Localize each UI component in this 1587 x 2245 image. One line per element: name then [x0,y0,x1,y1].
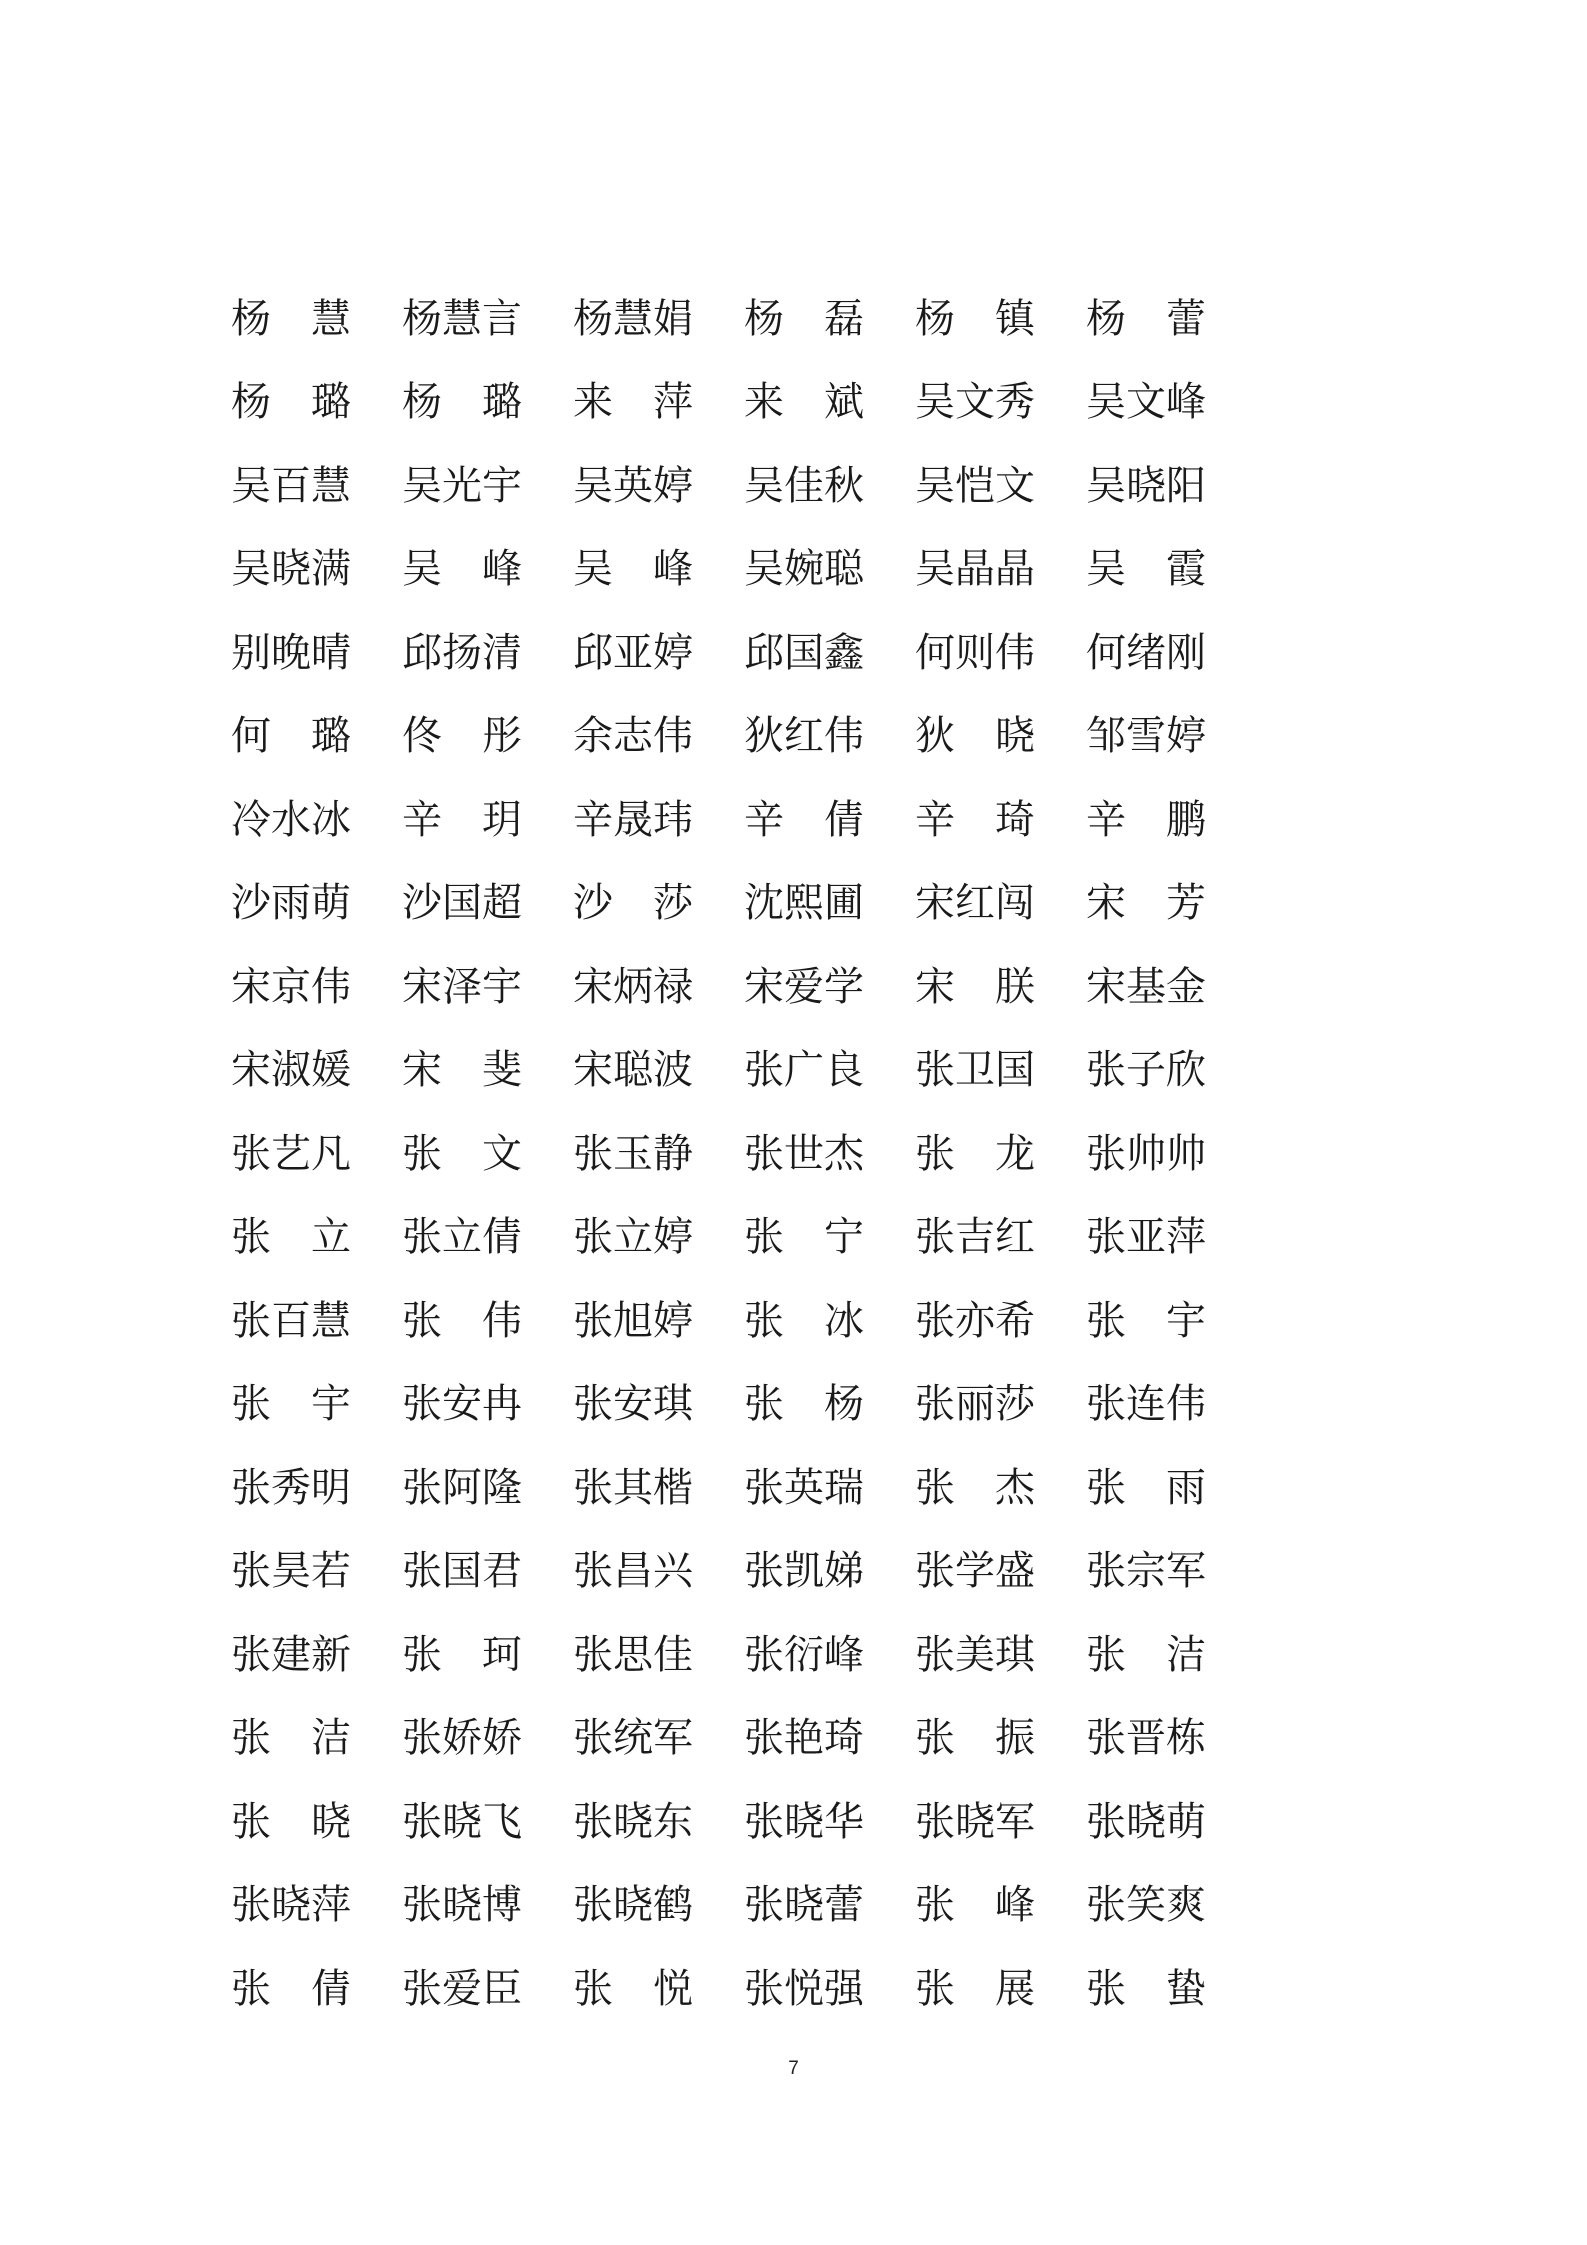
name-entry: 宋淑媛 [231,1047,351,1094]
name-entry: 何绪刚 [1086,629,1206,676]
name-entry: 宋 斐 [402,1047,522,1094]
name-entry: 狄 晓 [915,713,1035,760]
name-entry: 邹雪婷 [1086,713,1206,760]
name-entry: 杨 磊 [744,295,864,342]
name-entry: 张建新 [231,1631,351,1678]
name-entry: 张昊若 [231,1548,351,1595]
name-entry: 张思佳 [573,1631,693,1678]
name-entry: 张其楷 [573,1464,693,1511]
name-entry: 杨慧言 [402,295,522,342]
name-entry: 张亚萍 [1086,1214,1206,1261]
name-row [231,528,1231,612]
name-entry: 张英瑞 [744,1464,864,1511]
name-entry: 张 峰 [915,1882,1035,1929]
name-entry: 辛 鹏 [1086,796,1206,843]
name-row [231,1446,1231,1530]
name-row [231,1196,1231,1280]
name-entry: 宋泽宇 [402,963,522,1010]
name-row [231,1780,1231,1864]
name-row [231,1029,1231,1113]
name-row [231,945,1231,1029]
name-entry: 张凯娣 [744,1548,864,1595]
name-entry: 张美琪 [915,1631,1035,1678]
name-entry: 来 斌 [744,379,864,426]
name-entry: 张学盛 [915,1548,1035,1595]
name-entry: 张百慧 [231,1297,351,1344]
name-entry: 辛 玥 [402,796,522,843]
name-entry: 张晓鹤 [573,1882,693,1929]
name-entry: 吴婉聪 [744,546,864,593]
name-row [231,1530,1231,1614]
name-entry: 邱亚婷 [573,629,693,676]
name-entry: 吴 峰 [402,546,522,593]
name-row [231,1279,1231,1363]
name-entry: 张晓飞 [402,1798,522,1845]
name-entry: 何则伟 [915,629,1035,676]
name-entry: 张 杨 [744,1381,864,1428]
name-entry: 张晋栋 [1086,1715,1206,1762]
name-entry: 吴百慧 [231,462,351,509]
name-entry: 张 珂 [402,1631,522,1678]
name-entry: 吴晓满 [231,546,351,593]
name-entry: 张 冰 [744,1297,864,1344]
name-entry: 张晓军 [915,1798,1035,1845]
name-entry: 沙 莎 [573,880,693,927]
name-entry: 张艺凡 [231,1130,351,1177]
name-entry: 吴晓阳 [1086,462,1206,509]
name-entry: 邱国鑫 [744,629,864,676]
name-entry: 吴文峰 [1086,379,1206,426]
name-entry: 杨 慧 [231,295,351,342]
name-entry: 狄红伟 [744,713,864,760]
name-entry: 张 洁 [1086,1631,1206,1678]
name-entry: 张 杰 [915,1464,1035,1511]
name-entry: 张昌兴 [573,1548,693,1595]
name-entry: 张 振 [915,1715,1035,1762]
name-entry: 宋炳禄 [573,963,693,1010]
name-entry: 张晓博 [402,1882,522,1929]
name-entry: 张悦强 [744,1965,864,2012]
name-entry: 辛 倩 [744,796,864,843]
name-entry: 张晓华 [744,1798,864,1845]
name-row [231,361,1231,445]
name-entry: 冷水冰 [231,796,351,843]
name-entry: 辛晟玮 [573,796,693,843]
name-row [231,1697,1231,1781]
name-entry: 张 龙 [915,1130,1035,1177]
name-entry: 张立婷 [573,1214,693,1261]
name-entry: 张 展 [915,1965,1035,2012]
name-entry: 张 悦 [573,1965,693,2012]
name-entry: 张 立 [231,1214,351,1261]
name-entry: 杨 璐 [402,379,522,426]
name-entry: 来 萍 [573,379,693,426]
name-entry: 张 雨 [1086,1464,1206,1511]
name-entry: 邱扬清 [402,629,522,676]
name-entry: 吴英婷 [573,462,693,509]
name-entry: 张统军 [573,1715,693,1762]
name-entry: 张 蛰 [1086,1965,1206,2012]
name-entry: 吴晶晶 [915,546,1035,593]
name-row [231,778,1231,862]
name-entry: 宋红闯 [915,880,1035,927]
name-entry: 别晚晴 [231,629,351,676]
name-entry: 张玉静 [573,1130,693,1177]
name-entry: 吴 峰 [573,546,693,593]
name-entry: 张帅帅 [1086,1130,1206,1177]
name-row [231,1363,1231,1447]
name-entry: 张卫国 [915,1047,1035,1094]
name-entry: 张 晓 [231,1798,351,1845]
name-row [231,611,1231,695]
name-entry: 张 伟 [402,1297,522,1344]
name-entry: 张 倩 [231,1965,351,2012]
name-entry: 张国君 [402,1548,522,1595]
name-row [231,1864,1231,1948]
name-entry: 何 璐 [231,713,351,760]
name-entry: 张旭婷 [573,1297,693,1344]
name-entry: 杨 璐 [231,379,351,426]
name-entry: 杨慧娟 [573,295,693,342]
name-entry: 杨 蕾 [1086,295,1206,342]
name-entry: 张宗军 [1086,1548,1206,1595]
name-entry: 余志伟 [573,713,693,760]
name-entry: 沙国超 [402,880,522,927]
name-row [231,277,1231,361]
name-entry: 宋 芳 [1086,880,1206,927]
name-entry: 张立倩 [402,1214,522,1261]
name-entry: 张阿隆 [402,1464,522,1511]
name-entry: 张笑爽 [1086,1882,1206,1929]
name-entry: 宋基金 [1086,963,1206,1010]
name-entry: 吴 霞 [1086,546,1206,593]
name-entry: 张衍峰 [744,1631,864,1678]
name-entry: 辛 琦 [915,796,1035,843]
name-entry: 吴文秀 [915,379,1035,426]
name-row [231,444,1231,528]
name-entry: 宋 朕 [915,963,1035,1010]
name-entry: 沈熙圃 [744,880,864,927]
name-row [231,1613,1231,1697]
name-entry: 佟 彤 [402,713,522,760]
name-entry: 张丽莎 [915,1381,1035,1428]
name-entry: 吴恺文 [915,462,1035,509]
name-entry: 张 宁 [744,1214,864,1261]
name-row [231,695,1231,779]
name-entry: 吴佳秋 [744,462,864,509]
name-entry: 张 洁 [231,1715,351,1762]
name-entry: 张安琪 [573,1381,693,1428]
name-entry: 沙雨萌 [231,880,351,927]
name-entry: 张娇娇 [402,1715,522,1762]
name-entry: 张吉红 [915,1214,1035,1261]
name-entry: 张子欣 [1086,1047,1206,1094]
name-entry: 张爱臣 [402,1965,522,2012]
name-list [231,277,1231,2031]
name-entry: 张晓蕾 [744,1882,864,1929]
name-entry: 张晓萌 [1086,1798,1206,1845]
name-entry: 张连伟 [1086,1381,1206,1428]
name-entry: 张世杰 [744,1130,864,1177]
name-entry: 张晓东 [573,1798,693,1845]
name-entry: 张晓萍 [231,1882,351,1929]
name-entry: 张亦希 [915,1297,1035,1344]
name-entry: 张安冉 [402,1381,522,1428]
name-entry: 宋爱学 [744,963,864,1010]
name-entry: 杨 镇 [915,295,1035,342]
name-entry: 张艳琦 [744,1715,864,1762]
name-row [231,1947,1231,2031]
name-row [231,1112,1231,1196]
name-entry: 张 文 [402,1130,522,1177]
name-entry: 宋聪波 [573,1047,693,1094]
name-entry: 宋京伟 [231,963,351,1010]
name-row [231,862,1231,946]
page-number: 7 [788,2058,799,2079]
name-entry: 张 宇 [1086,1297,1206,1344]
name-entry: 张 宇 [231,1381,351,1428]
name-entry: 张秀明 [231,1464,351,1511]
name-entry: 吴光宇 [402,462,522,509]
name-entry: 张广良 [744,1047,864,1094]
